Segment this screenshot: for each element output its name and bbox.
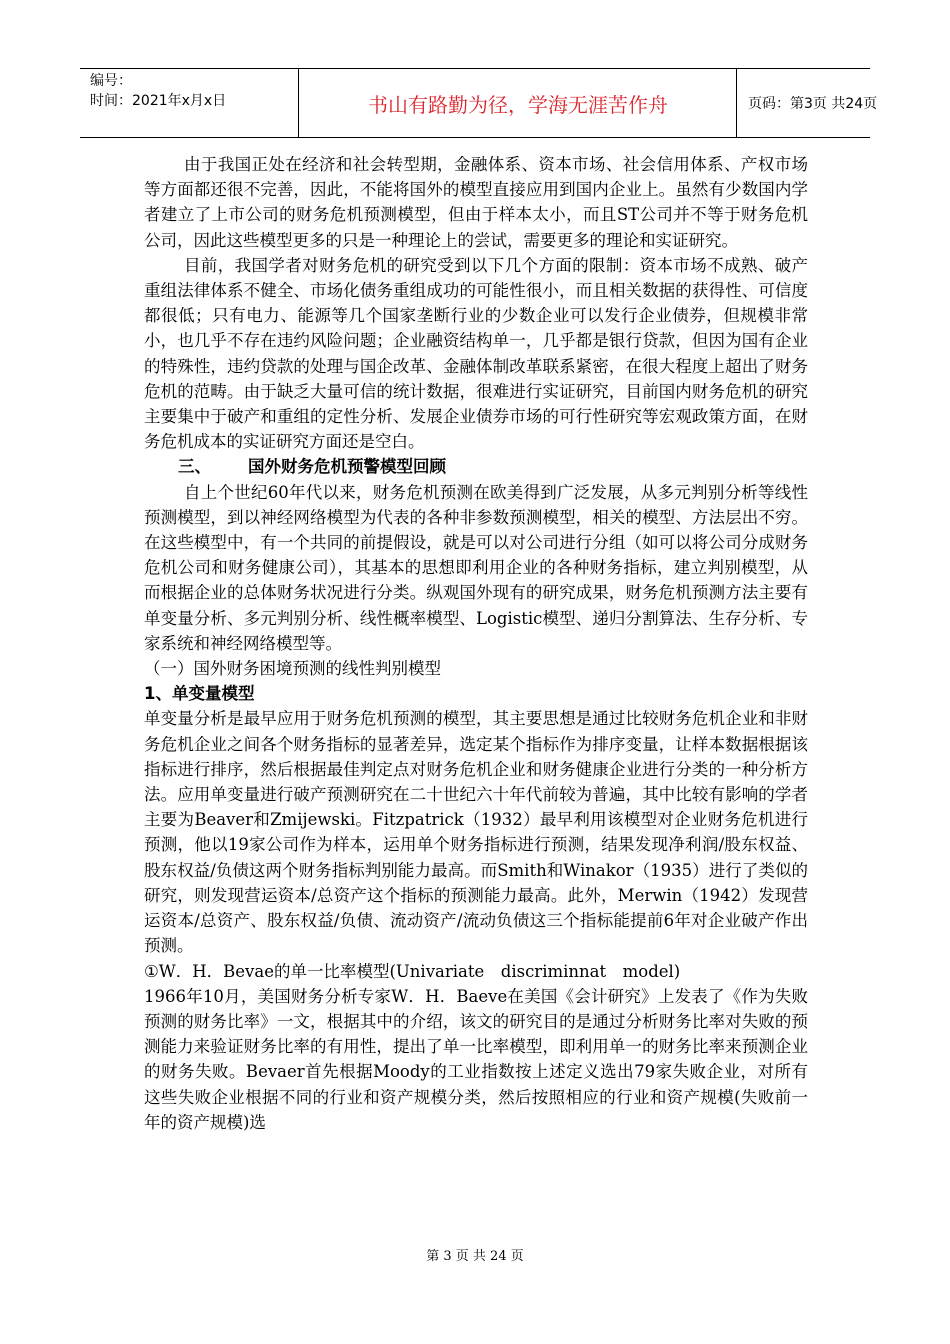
header-info bbox=[90, 71, 298, 135]
subsection-heading: （一）国外财务困境预测的线性判别模型 bbox=[144, 659, 441, 679]
page-header bbox=[80, 68, 878, 138]
paragraph: 目前，我国学者对财务危机的研究受到以下几个方面的限制：资本市场不成熟、破产重组法律体系不健全、市场化债务重组成功的可能性很小，而且相关数据的获得性、可信度都很低；只有电力、能源等几个国家垄断行业的少数企业可以发行企业债券，但规模非常小，也几乎不存在违约风险问题；企业融资结构单一，几乎都是银行贷款，但因为国有企业的特殊性，违约贷款的处理与国企改革、金融体制改革联系紧密，在很大程度上超出了财务危机的范畴。由于缺乏大量可信的统计数据，很难进行实证研究，目前国内财务危机的研究主要集中于破产和重组的定性分析、发展企业债券市场的可行性研究等宏观政策方面，在财务危机成本的实证研究方面还是空白。 bbox=[144, 255, 808, 452]
document-date-label: 时间：2021年x月x日 bbox=[90, 93, 227, 109]
section-title: 国外财务危机预警模型回顾 bbox=[248, 457, 446, 477]
header-motto: 书山有路勤为径，学海无涯苦作舟 bbox=[368, 92, 668, 117]
header-divider bbox=[736, 69, 737, 137]
document-body bbox=[144, 152, 808, 1135]
paragraph: 由于我国正处在经济和社会转型期，金融体系、资本市场、社会信用体系、产权市场等方面都还很不完善，因此，不能将国外的模型直接应用到国内企业上。虽然有少数国内学者建立了上市公司的财务危机预测模型，但由于样本太小，而且ST公司并不等于财务危机公司，因此这些模型更多的只是一种理论上的尝试，需要更多的理论和实证研究。 bbox=[144, 155, 808, 250]
page-footer: 第 3 页 共 24 页 bbox=[426, 1249, 524, 1264]
section-number: 三、 bbox=[178, 457, 211, 477]
section-heading bbox=[144, 454, 808, 479]
paragraph: 单变量分析是最早应用于财务危机预测的模型，其主要思想是通过比较财务危机企业和非财务危机企业之间各个财务指标的显著差异，选定某个指标作为排序变量，让样本数据根据该指标进行排序，然后根据最佳判定点对财务危机企业和财务健康企业进行分类的一种分析方法。应用单变量进行破产预测研究在二十世纪六十年代前较为普遍，其中比较有影响的学者主要为Beaver和Zmijewski。Fitzpatrick（1932）最早利用该模型对企业财务危机进行预测，他以19家公司作为样本，运用单个财务指标进行预测，结果发现净利润/股东权益、股东权益/负债这两个财务指标判别能力最高。而Smith和Winakor（1935）进行了类似的研究，则发现营运资本/总资产这个指标的预测能力最高。此外，Merwin（1942）发现营运资本/总资产、股东权益/负债、流动资产/流动负债这三个指标能提前6年对企业破产作出预测。 bbox=[144, 709, 808, 956]
header-divider bbox=[298, 69, 299, 137]
subsection-heading: 1、单变量模型 bbox=[144, 684, 255, 704]
paragraph: 1966年10月，美国财务分析专家W．H．Baeve在美国《会计研究》上发表了《作为失败预测的财务比率》一文，根据其中的介绍，该文的研究目的是通过分析财务比率对失败的预测能力来验证财务比率的有用性，提出了单一比率模型，即利用单一的财务比率来预测企业的财务失败。Bevaer首先根据Moody的工业指数按上述定义选出79家失败企业，对所有这些失败企业根据不同的行业和资产规模分类，然后按照相应的行业和资产规模(失败前一年的资产规模)选 bbox=[144, 986, 808, 1132]
header-page-number: 页码：第3页 共24页 bbox=[748, 96, 878, 112]
subsection-heading: ①W．H．Bevae的单一比率模型(Univariate discriminnat model) bbox=[144, 961, 681, 981]
paragraph: 自上个世纪60年代以来，财务危机预测在欧美得到广泛发展，从多元判别分析等线性预测模型，到以神经网络模型为代表的各种非参数预测模型，相关的模型、方法层出不穷。在这些模型中，有一个共同的前提假设，就是可以对公司进行分组（如可以将公司分成财务危机公司和财务健康公司），其基本的思想即利用企业的各种财务指标，建立判别模型，从而根据企业的总体财务状况进行分类。纵观国外现有的研究成果，财务危机预测方法主要有单变量分析、多元判别分析、线性概率模型、Logistic模型、递归分割算法、生存分析、专家系统和神经网络模型等。 bbox=[144, 482, 808, 653]
document-number-label: 编号： bbox=[90, 73, 132, 89]
